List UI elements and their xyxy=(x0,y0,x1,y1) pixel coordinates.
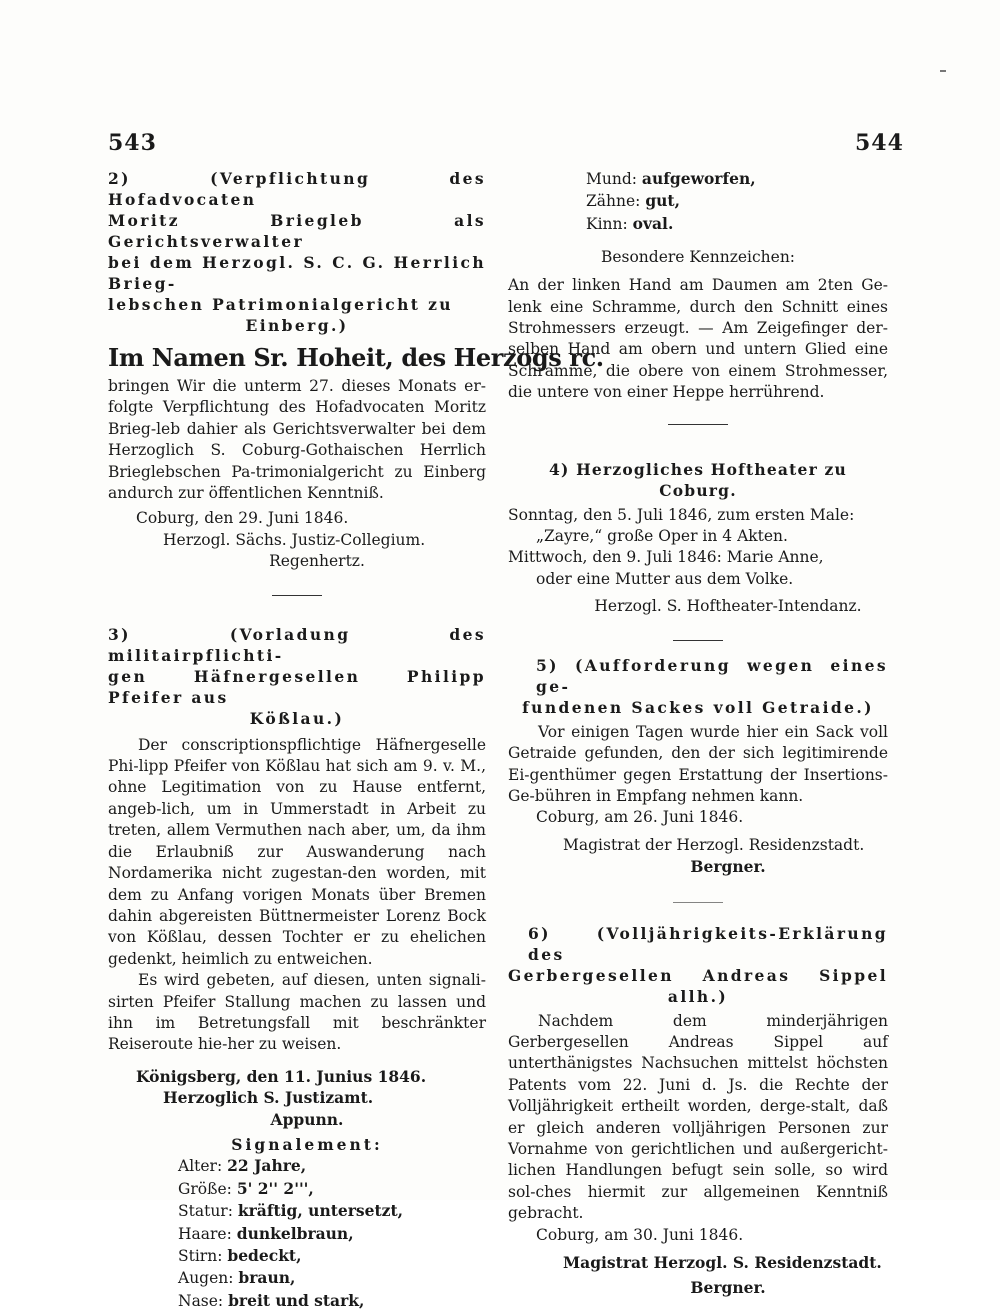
notice-2 xyxy=(108,168,604,573)
notice-5-signature: Bergner. xyxy=(690,857,766,877)
signalement-key: Stirn: xyxy=(178,1247,223,1265)
signalement-row xyxy=(178,1290,486,1312)
signalement-key: Größe: xyxy=(178,1179,232,1198)
notice-3-heading-line: Kößlau.) xyxy=(249,708,345,728)
notice-4-line: „Zayre,“ große Oper in 4 Akten. xyxy=(536,527,788,546)
notice-2-authority: Herzogl. Sächs. Justiz-Collegium. xyxy=(163,530,426,549)
signalement-row xyxy=(178,1245,486,1267)
notice-2-heading-line: 2) (Verpflichtung des Hofadvocaten xyxy=(108,169,486,209)
signalement-row xyxy=(586,213,888,235)
notice-3-body-1: Der conscriptionspflichtige Häfnergeselle Phi-lipp Pfeifer von Kößlau hat sich am 9. v. M., ohne Legitimation von zu Hause entfernt, angeb-lich, um in Ummerstadt in Arbeit zu treten, allem Vermuthen nach aber, um, da ihm die Erlaubniß zur Auswanderung nach Nordamerika nicht zugestan-den worden, mit dem zu Anfang vorigen Monats über Bremen dahin abgereisten Büttnermeister Lorenz Bock von Kößlau, dessen Tochter er zu ehelichen gedenkt, heimlich zu entweichen. xyxy=(108,735,486,968)
signalement-row xyxy=(178,1223,486,1245)
signalement-key: Alter: xyxy=(178,1157,223,1176)
signalement-value: bedeckt, xyxy=(227,1246,302,1265)
notice-5-heading-line: 5) (Aufforderung wegen eines ge- xyxy=(536,655,888,696)
notice-3-signature: Appunn. xyxy=(270,1109,344,1129)
notice-2-place-date: Coburg, den 29. Juni 1846. xyxy=(136,509,349,528)
signalement-key: Nase: xyxy=(178,1291,224,1310)
notice-3 xyxy=(108,624,486,1312)
notice-2-body: bringen Wir die unterm 27. dieses Monats er-folgte Verpflichtung des Hofadvocaten Moritz Brieg-leb dahier als Gerichtsverwalter bei dem Herzoglich S. Coburg-Gothaischen Herrlich Brieglebschen Pa-trimonialgericht zu Einberg andurch zur öffentlichen Kenntniß. xyxy=(108,377,486,503)
signalement-value: breit und stark, xyxy=(228,1290,365,1310)
signalement-row xyxy=(586,190,888,212)
notice-3-authority: Herzoglich S. Justizamt. xyxy=(163,1088,374,1108)
signalement-key: Kinn: xyxy=(586,214,628,233)
notice-3-heading-line: 3) (Vorladung des militairpflichti- xyxy=(108,624,486,665)
notice-2-heading-line: Moritz Briegleb als Gerichtsverwalter xyxy=(108,211,486,251)
signalement-key: Statur: xyxy=(178,1202,233,1221)
notice-6 xyxy=(508,923,888,1299)
notice-6-place-date: Coburg, am 30. Juni 1846. xyxy=(536,1225,744,1244)
notice-5-authority: Magistrat der Herzogl. Residenzstadt. xyxy=(563,835,865,854)
notice-4-heading: 4) Herzogliches Hoftheater zu Coburg. xyxy=(548,459,848,500)
stray-mark xyxy=(940,70,946,72)
notice-3-place-date: Königsberg, den 11. Junius 1846. xyxy=(136,1066,427,1086)
page-number-left: 543 xyxy=(108,130,157,156)
signalement-row xyxy=(178,1267,486,1289)
signalement-key: Zähne: xyxy=(586,192,641,211)
notice-4-line: oder eine Mutter aus dem Volke. xyxy=(536,569,794,588)
notice-5-body: Vor einigen Tagen wurde hier ein Sack voll Getraide gefunden, den der sich legitimirende Ei-genthümer gegen Erstattung der Insertions-Ge-bühren in Empfang nehmen kann. xyxy=(508,722,888,805)
signalement-value: 22 Jahre, xyxy=(227,1156,307,1176)
signalement-key: Augen: xyxy=(178,1269,234,1288)
proclamation-heading: Im Namen Sr. Hoheit, des Herzogs rc. xyxy=(108,343,604,372)
notice-4-line: Mittwoch, den 9. Juli 1846: Marie Anne, xyxy=(508,548,824,567)
signalement-row xyxy=(586,168,888,190)
signalement-value: kräftig, untersetzt, xyxy=(237,1201,404,1221)
signalement-key: Haare: xyxy=(178,1224,232,1243)
notice-2-heading-line: Einberg.) xyxy=(245,316,349,335)
page-number-right: 544 xyxy=(855,130,904,156)
notice-5 xyxy=(508,655,888,878)
signalement-value: gut, xyxy=(645,191,680,211)
notice-2-signature: Regenhertz. xyxy=(269,552,365,571)
signalement-title: Signalement: xyxy=(231,1134,383,1154)
notice-3-body-2: Es wird gebeten, auf diesen, unten signali-sirten Pfeifer Stallung machen zu lassen und ihn im Betretungsfall mit beschränkter Reiseroute hie-her zu weisen. xyxy=(108,971,486,1054)
notice-4 xyxy=(508,459,888,618)
signalement-row xyxy=(178,1178,486,1200)
notice-6-authority: Magistrat Herzogl. S. Residenzstadt. xyxy=(563,1253,882,1272)
divider xyxy=(272,595,322,596)
notice-5-place-date: Coburg, am 26. Juni 1846. xyxy=(536,808,744,827)
notice-6-heading-line: Gerbergesellen Andreas Sippel allh.) xyxy=(508,965,888,1006)
signalement-value: braun, xyxy=(238,1268,296,1288)
signalement-value: oval. xyxy=(632,213,674,233)
notice-6-heading-line: 6) (Volljährigkeits-Erklärung des xyxy=(528,923,888,964)
notice-5-heading-line: fundenen Sackes voll Getraide.) xyxy=(522,697,874,717)
signalement-value: 5' 2'' 2''', xyxy=(236,1178,314,1198)
signalement-value: dunkelbraun, xyxy=(236,1223,354,1243)
notice-6-signature: Bergner. xyxy=(690,1278,766,1298)
divider xyxy=(673,902,723,903)
left-column xyxy=(108,168,604,1312)
notice-4-signature: Herzogl. S. Hoftheater-Intendanz. xyxy=(594,597,862,616)
features-body: An der linken Hand am Daumen am 2ten Ge-lenk eine Schramme, durch den Schnitt eines Strohmessers erzeugt. — Am Zeigefinger der-selben Hand am obern und untern Glied eine Schramme, die obere von einem Strohmesser, die untere von einer Heppe herrührend. xyxy=(508,276,888,402)
notice-4-line: Sonntag, den 5. Juli 1846, zum ersten Male: xyxy=(508,505,855,524)
notice-3-heading-line: gen Häfnergesellen Philipp Pfeifer aus xyxy=(108,666,486,707)
notice-2-heading-line: lebschen Patrimonialgericht zu xyxy=(108,295,453,314)
signalement-key: Mund: xyxy=(586,170,637,188)
divider xyxy=(668,424,728,425)
divider xyxy=(673,640,723,641)
signalement-continued xyxy=(586,168,888,235)
signalement-list xyxy=(178,1155,486,1312)
notice-6-body: Nachdem dem minderjährigen Gerbergesellen Andreas Sippel auf unterthänigstes Nachsuchen mittelst höchsten Patents vom 22. Juni d. Js. die Rechte der Volljährigkeit ertheilt worden, derge-stalt, daß er gleich anderen volljährigen Personen zur Vornahme von gerichtlichen und außergericht-lichen Handlungen befugt sein solle, so wird sol-ches hiermit zur allgemeinen Kenntniß gebracht. xyxy=(508,1011,888,1223)
notice-2-heading-line: bei dem Herzogl. S. C. G. Herrlich Brieg- xyxy=(108,253,486,293)
signalement-value: aufgeworfen, xyxy=(641,169,756,188)
signalement-row xyxy=(178,1200,486,1222)
right-column xyxy=(508,168,888,1299)
signalement-row xyxy=(178,1155,486,1177)
features-title: Besondere Kennzeichen: xyxy=(600,248,796,267)
